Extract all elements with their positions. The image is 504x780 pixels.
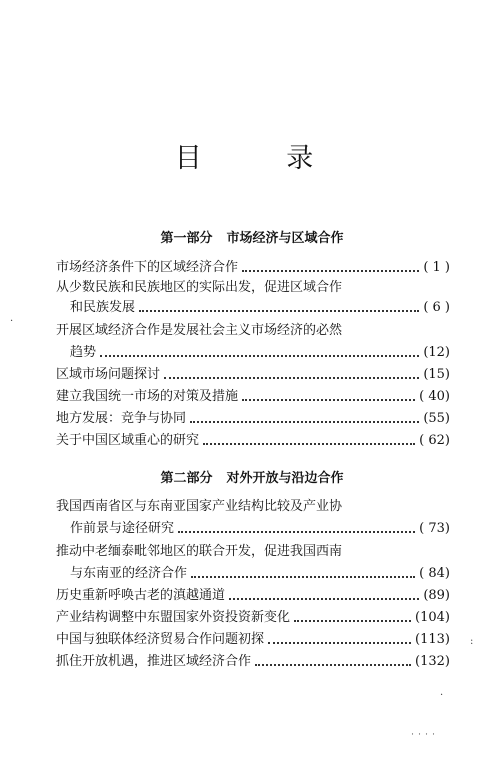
scan-speck: ˙˙˙˙	[410, 733, 438, 744]
toc-entry	[56, 652, 450, 672]
section-heading-2	[0, 467, 504, 486]
toc-page-number: ( 6 )	[423, 300, 450, 315]
toc-entry-title: 产业结构调整中东盟国家外资投资新变化	[56, 610, 291, 625]
toc-entry	[56, 365, 450, 385]
leader-dots	[268, 642, 411, 644]
scan-speck: ·	[440, 690, 444, 701]
section-number: 第一部分	[160, 231, 213, 246]
toc-page-number: (15)	[423, 367, 450, 382]
section-name: 对外开放与沿边合作	[226, 471, 344, 486]
toc-entry-title: 抓住开放机遇，推进区域经济合作	[56, 654, 252, 669]
toc-entry-title: 和民族发展	[70, 300, 136, 315]
toc-entry	[56, 431, 450, 451]
toc-entry-title: 作前景与途径研究	[70, 521, 175, 536]
toc-page-number: (104)	[415, 610, 450, 625]
toc-page-number: ( 84)	[419, 566, 450, 581]
section-number: 第二部分	[160, 471, 213, 486]
leader-dots	[139, 310, 419, 312]
leader-dots	[255, 664, 411, 666]
leader-dots	[203, 443, 415, 445]
page-title: 目 录	[174, 143, 352, 174]
leader-dots	[229, 598, 419, 600]
leader-dots	[242, 399, 415, 401]
toc-entry	[56, 608, 450, 628]
toc-entry	[70, 519, 450, 539]
toc-entry-title-line1: 我国西南省区与东南亚国家产业结构比较及产业协	[56, 499, 343, 514]
toc-page-number: (113)	[415, 632, 450, 647]
leader-dots	[164, 377, 419, 379]
leader-dots	[191, 576, 415, 578]
toc-entry-title: 地方发展：竞争与协同	[56, 411, 187, 426]
toc-entry-title: 历史重新呼唤古老的滇越通道	[56, 588, 226, 603]
toc-entry-title: 与东南亚的经济合作	[70, 566, 188, 581]
toc-page-number: ( 73)	[419, 521, 450, 536]
toc-entry	[70, 343, 450, 363]
leader-dots	[294, 620, 411, 622]
toc-page-number: (132)	[415, 654, 450, 669]
section-heading-1	[0, 227, 504, 246]
section-name: 市场经济与区域合作	[226, 231, 344, 246]
toc-page-number: (89)	[423, 588, 450, 603]
toc-entry	[56, 630, 450, 650]
toc-entry-title: 关于中国区域重心的研究	[56, 433, 200, 448]
toc-entry	[56, 387, 450, 407]
toc-entry-title-line1: 推动中老缅泰毗邻地区的联合开发，促进我国西南	[56, 544, 343, 559]
toc-entry	[70, 298, 450, 318]
leader-dots	[100, 355, 419, 357]
leader-dots	[190, 421, 419, 423]
toc-entry-title: 建立我国统一市场的对策及措施	[56, 389, 239, 404]
toc-entry	[56, 258, 450, 278]
scan-speck: :	[470, 636, 474, 647]
toc-entry	[56, 409, 450, 429]
toc-entry-title-line1: 开展区域经济合作是发展社会主义市场经济的必然	[56, 323, 343, 338]
toc-entry	[56, 586, 450, 606]
toc-entry-title: 趋势	[70, 345, 97, 360]
scan-speck: ·	[10, 316, 14, 327]
toc-entry	[70, 564, 450, 584]
toc-entry-title: 市场经济条件下的区域经济合作	[56, 260, 239, 275]
toc-page-number: ( 1 )	[423, 260, 450, 275]
toc-entry-title-line1: 从少数民族和民族地区的实际出发，促进区域合作	[56, 280, 343, 295]
toc-page-number: ( 62)	[419, 433, 450, 448]
toc-page-number: ( 40)	[419, 389, 450, 404]
toc-page-number: (55)	[423, 411, 450, 426]
leader-dots	[178, 531, 415, 533]
toc-entry-title: 区域市场问题探讨	[56, 367, 161, 382]
toc-page-number: (12)	[423, 345, 450, 360]
toc-entry-title: 中国与独联体经济贸易合作问题初探	[56, 632, 265, 647]
leader-dots	[242, 270, 419, 272]
